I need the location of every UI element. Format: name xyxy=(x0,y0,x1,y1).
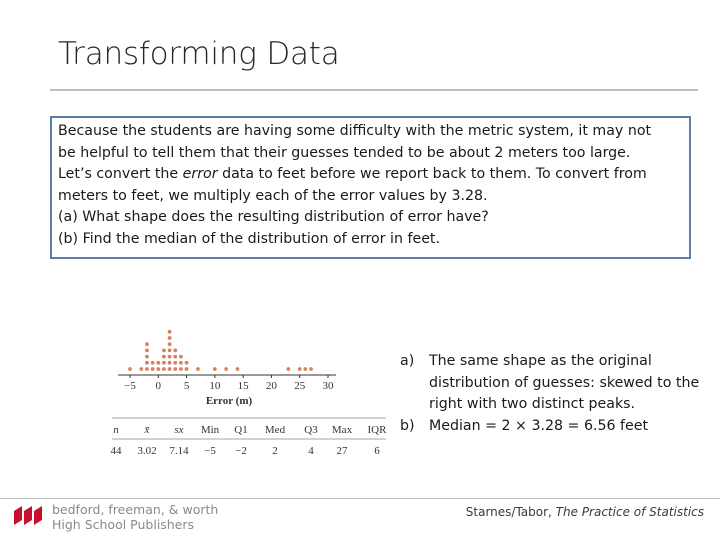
table-value-cell: 4 xyxy=(308,445,314,457)
table-header-cell: Min xyxy=(200,424,220,436)
data-point xyxy=(162,355,166,359)
table-value-cell: 3.02 xyxy=(137,445,157,457)
table-header-cell: Q3 xyxy=(304,424,318,436)
problem-line-4: meters to feet, we multiply each of the error values by 3.28. xyxy=(58,187,488,204)
data-point xyxy=(298,367,302,371)
citation-book: The Practice of Statistics xyxy=(555,505,704,519)
table-header-cell: Med xyxy=(264,424,286,436)
problem-line-3-text: Let’s convert the error data to feet before we report back to them. To convert from xyxy=(58,166,647,183)
data-point xyxy=(173,349,177,353)
footer-divider xyxy=(0,498,720,499)
data-point xyxy=(173,361,177,365)
data-point xyxy=(145,367,149,371)
x-tick-label: 15 xyxy=(237,380,249,392)
error-dotplot xyxy=(110,308,390,468)
data-point xyxy=(139,367,143,371)
data-point xyxy=(179,367,183,371)
table-header-cell: IQR xyxy=(367,424,387,436)
data-point xyxy=(173,355,177,359)
data-point xyxy=(213,367,217,371)
publisher-logo-icon xyxy=(12,503,46,527)
table-header-cell: Max xyxy=(331,424,353,436)
data-point xyxy=(185,361,189,365)
table-header-cell: sx xyxy=(174,424,184,436)
data-point xyxy=(145,361,149,365)
citation xyxy=(466,505,704,519)
table-value-cell: 2 xyxy=(272,445,278,457)
data-point xyxy=(162,361,166,365)
table-header-cell: n xyxy=(113,424,119,436)
table-header-cell: Q1 xyxy=(234,424,248,436)
data-point xyxy=(303,367,307,371)
slide-title: Transforming Data xyxy=(58,36,340,72)
data-point xyxy=(168,349,172,353)
table-value-cell: 44 xyxy=(110,445,122,457)
answer-a-label: a) xyxy=(400,353,415,369)
data-point xyxy=(224,367,228,371)
data-point xyxy=(236,367,240,371)
answer-list xyxy=(400,351,700,437)
title-underline xyxy=(50,89,698,91)
problem-line-3 xyxy=(58,164,683,186)
problem-line-6: (b) Find the median of the distribution of error in feet. xyxy=(58,230,440,247)
x-tick-label: 30 xyxy=(322,380,334,392)
answer-a xyxy=(400,351,700,416)
data-point xyxy=(145,342,149,346)
data-point xyxy=(168,355,172,359)
data-point xyxy=(179,355,183,359)
data-point xyxy=(287,367,291,371)
answer-b-text: Median = 2 × 3.28 = 6.56 feet xyxy=(429,417,649,434)
table-header-cell: x̄ xyxy=(144,424,150,436)
data-point xyxy=(168,361,172,365)
data-point xyxy=(156,367,160,371)
data-point xyxy=(145,349,149,353)
x-tick-label: 5 xyxy=(183,380,190,392)
table-value-cell: 27 xyxy=(336,445,348,457)
data-point xyxy=(151,361,155,365)
table-value-cell: 7.14 xyxy=(169,445,189,457)
data-point xyxy=(173,367,177,371)
citation-authors: Starnes/Tabor, xyxy=(465,505,556,519)
data-point xyxy=(156,361,160,365)
data-point xyxy=(145,355,149,359)
data-point xyxy=(168,330,172,334)
data-point xyxy=(168,336,172,340)
table-value-cell: 6 xyxy=(374,445,380,457)
problem-box xyxy=(50,116,691,259)
problem-emphasis: error xyxy=(182,166,218,183)
x-tick-label: 0 xyxy=(155,380,162,392)
problem-line-2: be helpful to tell them that their guesses tended to be about 2 meters too large. xyxy=(58,144,631,161)
data-point xyxy=(128,367,132,371)
data-point xyxy=(179,361,183,365)
data-point xyxy=(168,342,172,346)
x-tick-label: 25 xyxy=(294,380,306,392)
publisher-line-2: High School Publishers xyxy=(52,516,195,532)
x-tick-label: 20 xyxy=(265,380,277,392)
answer-b xyxy=(400,416,700,438)
data-point xyxy=(196,367,200,371)
table-value-cell: −2 xyxy=(235,445,247,457)
data-point xyxy=(185,367,189,371)
x-tick-label: 10 xyxy=(209,380,221,392)
problem-line-1: Because the students are having some difficulty with the metric system, it may not xyxy=(58,123,652,139)
data-point xyxy=(151,367,155,371)
x-axis-label: Error (m) xyxy=(205,395,253,407)
data-point xyxy=(162,349,166,353)
publisher-line-1: bedford, freeman, & worth xyxy=(52,502,219,517)
table-value-cell: −5 xyxy=(204,445,216,457)
data-point xyxy=(168,367,172,371)
data-point xyxy=(162,367,166,371)
problem-line-5: (a) What shape does the resulting distribution of error have? xyxy=(58,209,489,226)
data-point xyxy=(309,367,313,371)
x-tick-label: −5 xyxy=(124,380,136,392)
publisher-name xyxy=(52,503,218,532)
answer-a-text: The same shape as the original distribution of guesses: skewed to the right with two distinct peaks. xyxy=(429,353,700,413)
answer-b-label: b) xyxy=(400,417,415,434)
